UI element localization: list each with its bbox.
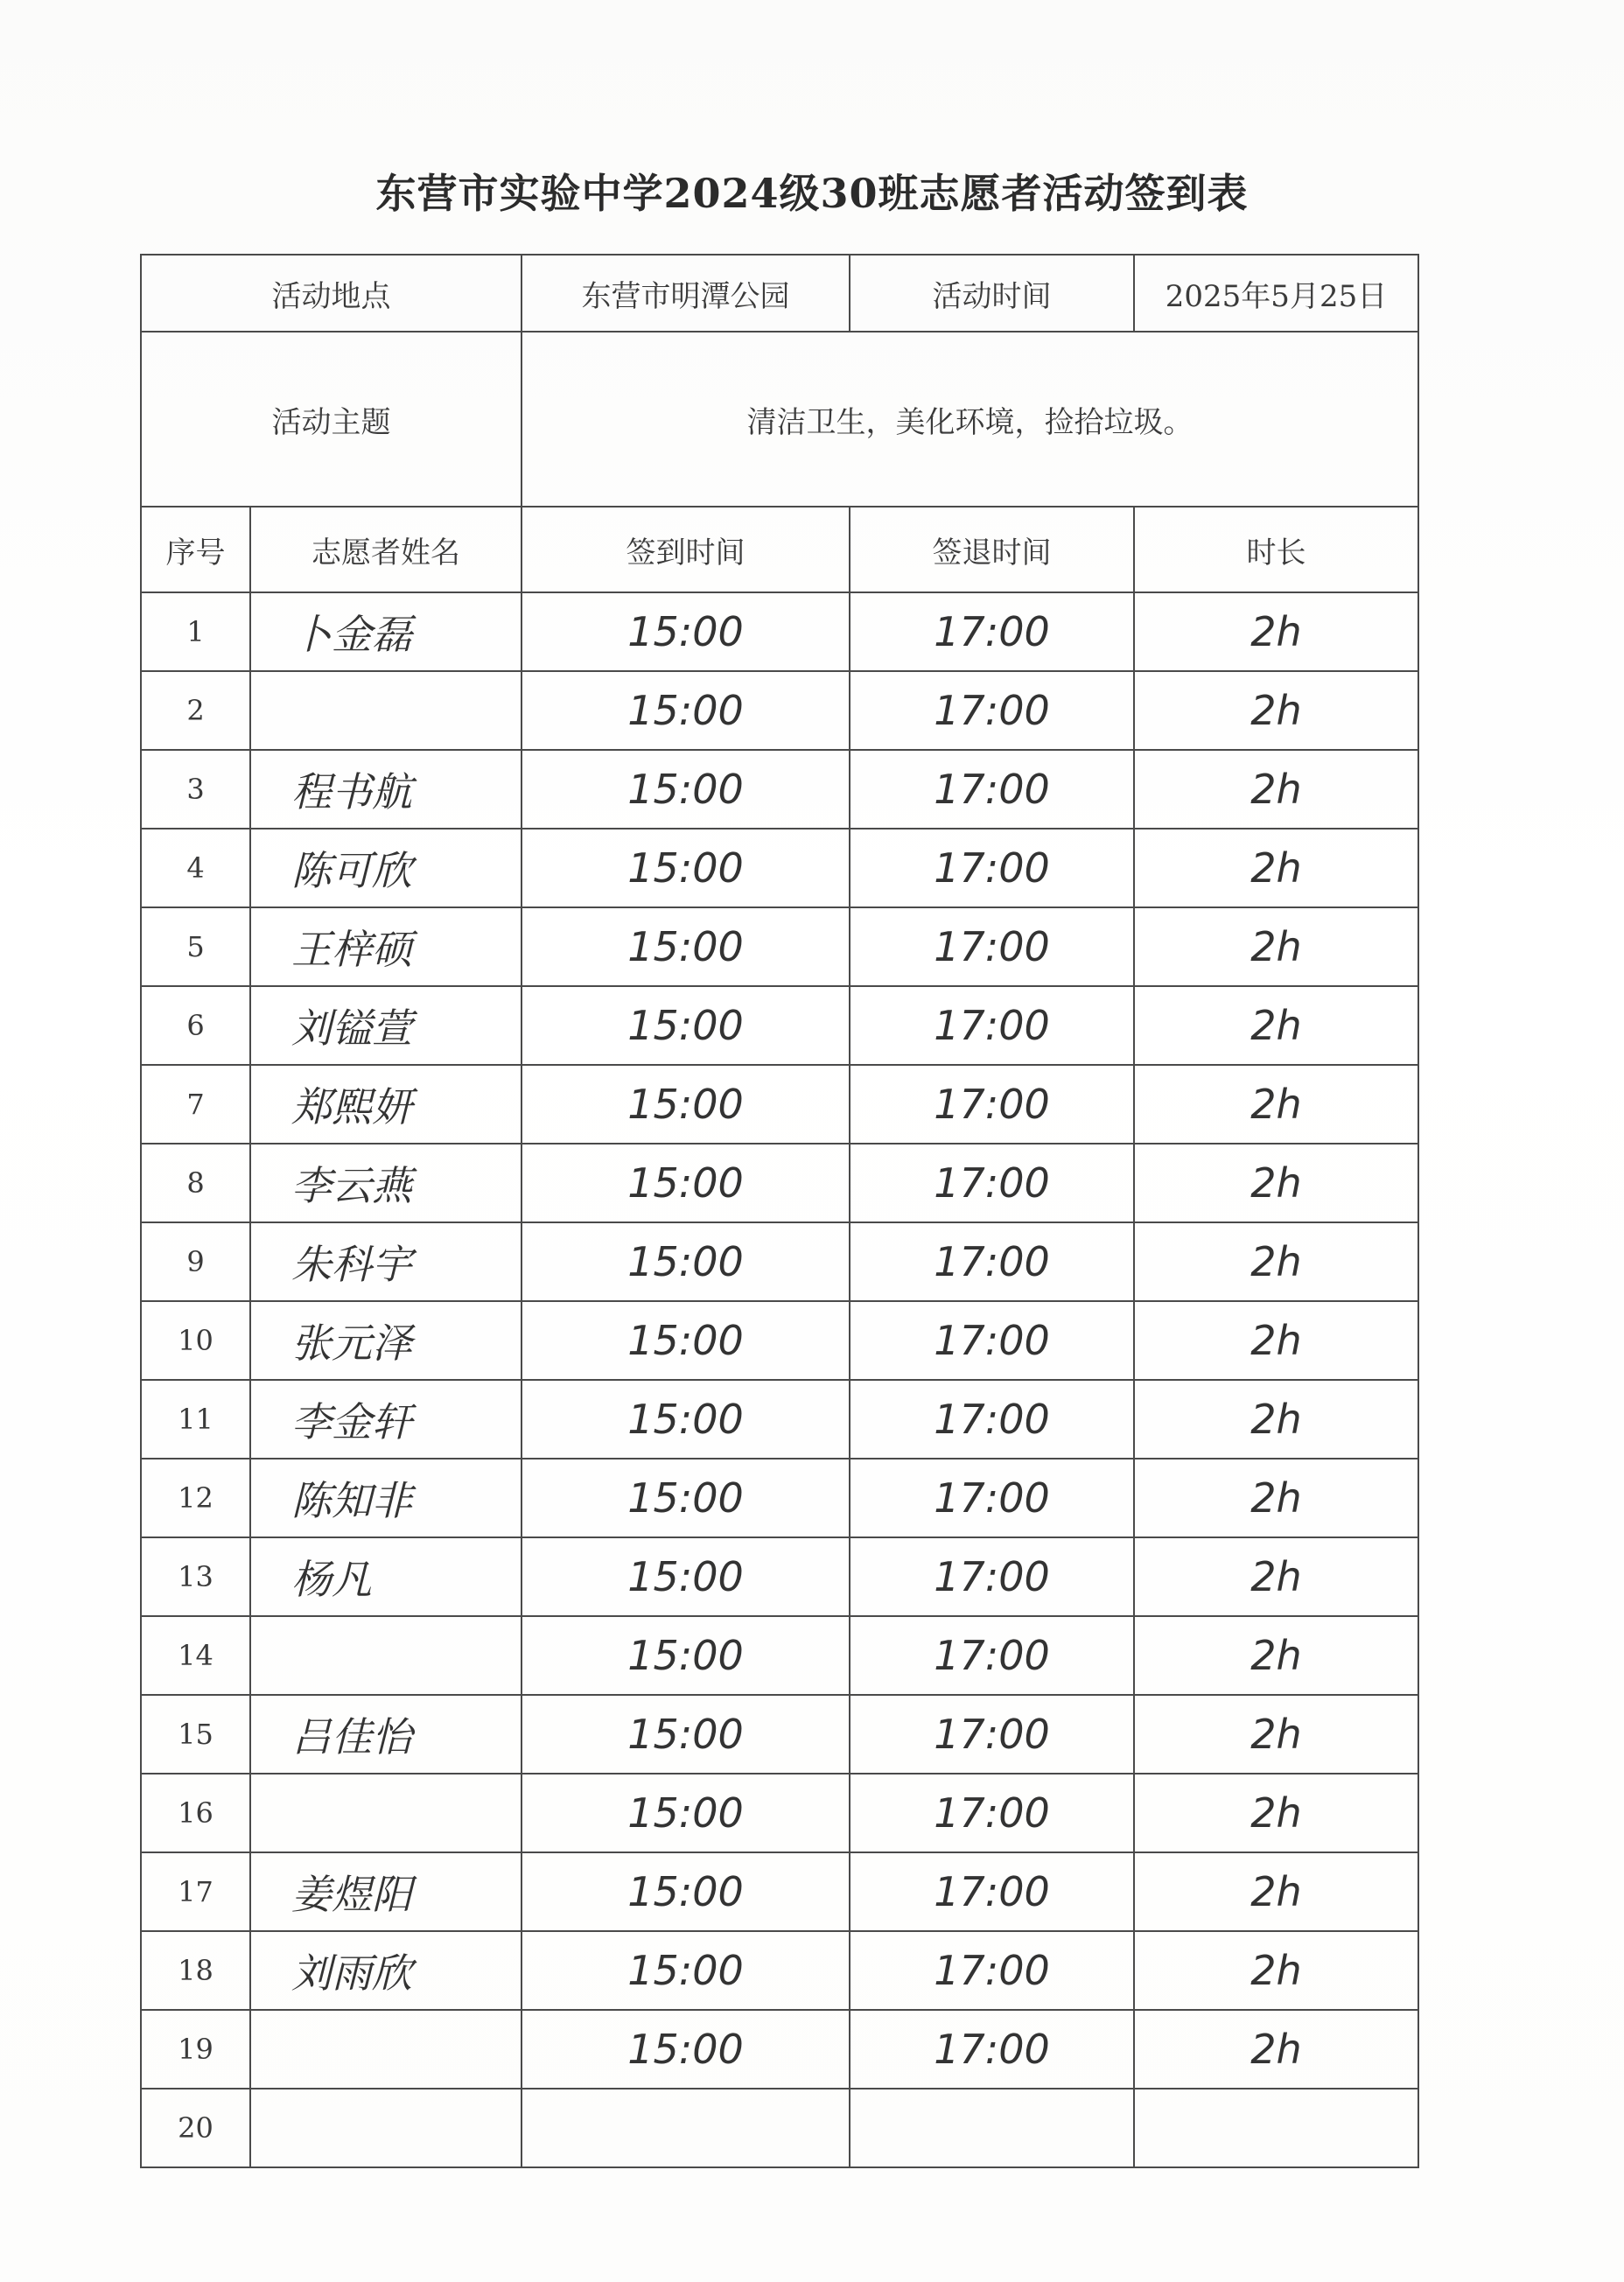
- row-duration: 2h: [1134, 1852, 1418, 1931]
- row-index: 9: [141, 1222, 250, 1301]
- row-checkin: 15:00: [522, 1695, 850, 1774]
- row-index: 5: [141, 907, 250, 986]
- row-checkout: 17:00: [850, 592, 1134, 671]
- row-checkout: 17:00: [850, 750, 1134, 829]
- row-duration: 2h: [1134, 1222, 1418, 1301]
- table-row: [141, 2010, 1418, 2089]
- row-checkout: 17:00: [850, 1774, 1134, 1852]
- sign-in-table: [140, 254, 1419, 2168]
- time-value: 2025年5月25日: [1134, 255, 1418, 332]
- row-index: 18: [141, 1931, 250, 2010]
- row-checkout: 17:00: [850, 1065, 1134, 1144]
- row-index: 8: [141, 1144, 250, 1222]
- row-duration: 2h: [1134, 1144, 1418, 1222]
- row-index: 17: [141, 1852, 250, 1931]
- row-index: 16: [141, 1774, 250, 1852]
- row-duration: 2h: [1134, 1774, 1418, 1852]
- row-name: 王梓硕: [250, 907, 522, 986]
- row-name: 程书航: [250, 750, 522, 829]
- row-checkout: 17:00: [850, 1222, 1134, 1301]
- row-checkin: 15:00: [522, 907, 850, 986]
- row-duration: 2h: [1134, 907, 1418, 986]
- table-row: [141, 907, 1418, 986]
- row-checkout: 17:00: [850, 1537, 1134, 1616]
- row-checkin: 15:00: [522, 1931, 850, 2010]
- row-checkout: 17:00: [850, 1144, 1134, 1222]
- row-checkout: 17:00: [850, 1695, 1134, 1774]
- header-name: 志愿者姓名: [250, 507, 522, 592]
- row-name: 刘雨欣: [250, 1931, 522, 2010]
- row-duration: 2h: [1134, 1616, 1418, 1695]
- column-header-row: [141, 507, 1418, 592]
- table-row: [141, 829, 1418, 907]
- row-duration: 2h: [1134, 829, 1418, 907]
- row-duration: [1134, 2089, 1418, 2167]
- row-checkin: 15:00: [522, 671, 850, 750]
- row-name: [250, 1616, 522, 1695]
- location-value: 东营市明潭公园: [522, 255, 850, 332]
- table-row: [141, 671, 1418, 750]
- row-name: 李金轩: [250, 1380, 522, 1459]
- row-name: 郑熙妍: [250, 1065, 522, 1144]
- row-checkout: 17:00: [850, 671, 1134, 750]
- row-checkin: 15:00: [522, 1144, 850, 1222]
- row-checkout: 17:00: [850, 1852, 1134, 1931]
- row-checkout: 17:00: [850, 1301, 1134, 1380]
- row-duration: 2h: [1134, 1459, 1418, 1537]
- row-duration: 2h: [1134, 1065, 1418, 1144]
- row-name: 陈可欣: [250, 829, 522, 907]
- row-checkout: 17:00: [850, 829, 1134, 907]
- location-label: 活动地点: [141, 255, 522, 332]
- row-checkin: 15:00: [522, 592, 850, 671]
- row-duration: 2h: [1134, 986, 1418, 1065]
- row-index: 13: [141, 1537, 250, 1616]
- row-checkin: 15:00: [522, 1065, 850, 1144]
- info-row-theme: [141, 332, 1418, 507]
- row-name: 杨凡: [250, 1537, 522, 1616]
- row-duration: 2h: [1134, 592, 1418, 671]
- row-name: 刘镒萱: [250, 986, 522, 1065]
- row-index: 11: [141, 1380, 250, 1459]
- row-checkin: 15:00: [522, 1537, 850, 1616]
- row-index: 6: [141, 986, 250, 1065]
- row-duration: 2h: [1134, 671, 1418, 750]
- row-checkin: 15:00: [522, 2010, 850, 2089]
- row-index: 15: [141, 1695, 250, 1774]
- row-checkout: 17:00: [850, 986, 1134, 1065]
- table-row: [141, 1380, 1418, 1459]
- row-name: [250, 1774, 522, 1852]
- row-duration: 2h: [1134, 1695, 1418, 1774]
- row-checkin: 15:00: [522, 1774, 850, 1852]
- row-checkout: 17:00: [850, 1931, 1134, 2010]
- row-name: [250, 2010, 522, 2089]
- row-name: 陈知非: [250, 1459, 522, 1537]
- row-name: 朱科宇: [250, 1222, 522, 1301]
- table-row: [141, 1695, 1418, 1774]
- table-row: [141, 1144, 1418, 1222]
- row-index: 20: [141, 2089, 250, 2167]
- row-index: 19: [141, 2010, 250, 2089]
- row-checkin: 15:00: [522, 829, 850, 907]
- row-index: 1: [141, 592, 250, 671]
- header-index: 序号: [141, 507, 250, 592]
- row-checkin: 15:00: [522, 750, 850, 829]
- row-duration: 2h: [1134, 1537, 1418, 1616]
- row-name: 张元泽: [250, 1301, 522, 1380]
- row-index: 7: [141, 1065, 250, 1144]
- theme-value: 清洁卫生，美化环境，捡拾垃圾。: [522, 332, 1418, 507]
- info-row-location: [141, 255, 1418, 332]
- row-checkout: 17:00: [850, 1459, 1134, 1537]
- theme-label: 活动主题: [141, 332, 522, 507]
- row-checkin: 15:00: [522, 1380, 850, 1459]
- row-index: 12: [141, 1459, 250, 1537]
- row-index: 4: [141, 829, 250, 907]
- row-name: [250, 671, 522, 750]
- row-checkin: 15:00: [522, 986, 850, 1065]
- row-name: [250, 2089, 522, 2167]
- row-index: 14: [141, 1616, 250, 1695]
- row-checkin: 15:00: [522, 1852, 850, 1931]
- page-title: 东营市实验中学2024级30班志愿者活动签到表: [375, 170, 1249, 217]
- table-row: [141, 1931, 1418, 2010]
- row-duration: 2h: [1134, 750, 1418, 829]
- row-checkout: 17:00: [850, 907, 1134, 986]
- row-name: 李云燕: [250, 1144, 522, 1222]
- row-name: 卜金磊: [250, 592, 522, 671]
- header-duration: 时长: [1134, 507, 1418, 592]
- table-row: [141, 592, 1418, 671]
- table-row: [141, 1222, 1418, 1301]
- row-checkin: 15:00: [522, 1616, 850, 1695]
- row-checkin: 15:00: [522, 1459, 850, 1537]
- table-row: [141, 1616, 1418, 1695]
- row-index: 2: [141, 671, 250, 750]
- table-row: [141, 1301, 1418, 1380]
- row-duration: 2h: [1134, 1931, 1418, 2010]
- header-checkin: 签到时间: [522, 507, 850, 592]
- time-label: 活动时间: [850, 255, 1134, 332]
- table-row: [141, 1774, 1418, 1852]
- row-checkout: [850, 2089, 1134, 2167]
- row-name: 姜煜阳: [250, 1852, 522, 1931]
- table-row: [141, 1459, 1418, 1537]
- header-checkout: 签退时间: [850, 507, 1134, 592]
- row-index: 3: [141, 750, 250, 829]
- row-duration: 2h: [1134, 1380, 1418, 1459]
- row-duration: 2h: [1134, 1301, 1418, 1380]
- table-row: [141, 1537, 1418, 1616]
- table-row: [141, 1065, 1418, 1144]
- table-row: [141, 2089, 1418, 2167]
- row-duration: 2h: [1134, 2010, 1418, 2089]
- table-row: [141, 1852, 1418, 1931]
- table-row: [141, 750, 1418, 829]
- row-checkin: 15:00: [522, 1222, 850, 1301]
- table-row: [141, 986, 1418, 1065]
- row-index: 10: [141, 1301, 250, 1380]
- row-name: 吕佳怡: [250, 1695, 522, 1774]
- row-checkout: 17:00: [850, 1616, 1134, 1695]
- row-checkout: 17:00: [850, 2010, 1134, 2089]
- row-checkin: 15:00: [522, 1301, 850, 1380]
- row-checkin: [522, 2089, 850, 2167]
- row-checkout: 17:00: [850, 1380, 1134, 1459]
